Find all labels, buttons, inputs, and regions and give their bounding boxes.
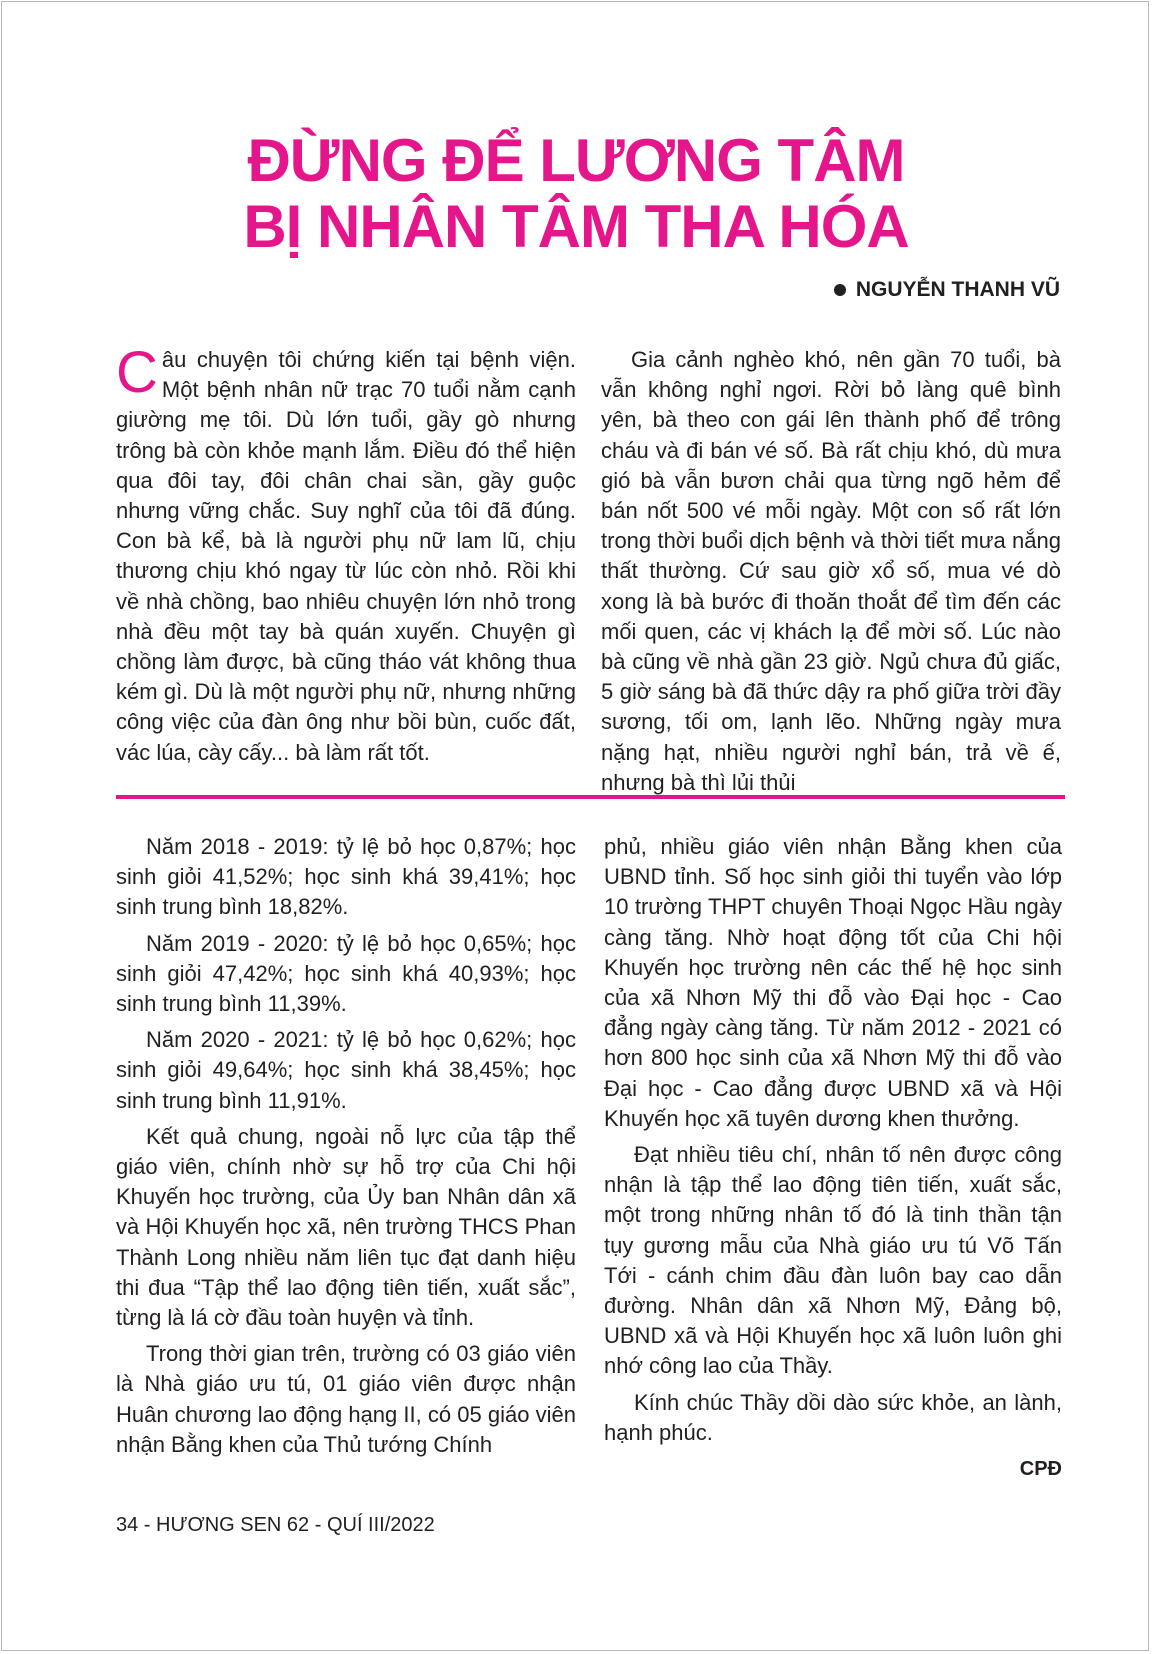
continued-column-left [116,832,576,1466]
intro-column-left [116,340,576,774]
signature: CPĐ [1019,1458,1062,1480]
closing-paragraph: Kính chúc Thầy dồi dào sức khỏe, an lành, hạnh phúc. [604,1389,1062,1445]
article-title-line-1: ĐỪNG ĐỂ LƯƠNG TÂM [247,127,905,194]
stats-paragraph: Năm 2020 - 2021: tỷ lệ bỏ học 0,62%; học sinh giỏi 49,64%; học sinh khá 38,45%; học sinh trung bình 11,91%. [116,1027,576,1113]
intro-text-left: âu chuyện tôi chứng kiến tại bệnh viện. Một bệnh nhân nữ trạc 70 tuổi nằm cạnh giường mẹ tôi. Dù lớn tuổi, gầy gò nhưng trông bà còn khỏe mạnh lắm. Điều đó thể hiện qua đôi tay, đôi chân chai sần, gầy guộc nhưng vững chắc. Suy nghĩ của tôi đã đúng. Con bà kể, bà là người phụ nữ lam lũ, chịu thương chịu khó ngay từ lúc còn nhỏ. Rồi khi về nhà chồng, bao nhiêu chuyện lớn nhỏ trong nhà đều một tay bà quán xuyến. Chuyện gì chồng làm được, bà cũng tháo vát không thua kém gì. Dù là một người phụ nữ, nhưng những công việc của đàn ông như bồi bùn, cuốc đất, vác lúa, cày cấy... bà làm rất tốt. [116,347,576,765]
page-footer: 34 - HƯƠNG SEN 62 - QUÍ III/2022 [116,1514,435,1536]
author-byline [834,278,1060,302]
intro-paragraph-left [116,340,576,768]
stats-paragraph: Năm 2018 - 2019: tỷ lệ bỏ học 0,87%; học sinh giỏi 41,52%; học sinh khá 39,41%; học sinh trung bình 18,82%. [116,834,576,920]
article-title [0,128,1152,260]
continued-column-right [604,832,1062,1454]
article-title-line-2: BỊ NHÂN TÂM THA HÓA [243,193,909,260]
intro-paragraph-right: Gia cảnh nghèo khó, nên gần 70 tuổi, bà vẫn không nghỉ ngơi. Rời bỏ làng quê bình yên, bà theo con gái lên thành phố để trông cháu và đi bán vé số. Bà rất chịu khó, dù mưa gió bà vẫn bươn chải qua từng ngõ hẻm để bán nốt 500 vé mỗi ngày. Một con số rất lớn trong thời buổi dịch bệnh và thời tiết mưa nắng thất thường. Cứ sau giờ xổ số, mua vé dò xong là bà bước đi thoăn thoắt để tìm đến các mối quen, các vị khách lạ để mời số. Lúc nào bà cũng về nhà gần 23 giờ. Ngủ chưa đủ giấc, 5 giờ sáng bà đã thức dậy ra phố giữa trời đầy sương, tối om, lạnh lẽo. Những ngày mưa nặng hạt, nhiều người nghỉ bán, trả về ế, nhưng bà thì lủi thủi [601,347,1061,795]
results-paragraph: Kết quả chung, ngoài nỗ lực của tập thể giáo viên, chính nhờ sự hỗ trợ của Chi hội Khuyến học trường, của Ủy ban Nhân dân xã và Hội Khuyến học xã, nên trường THCS Phan Thành Long nhiều năm liên tục đạt danh hiệu thi đua “Tập thể lao động tiên tiến, xuất sắc”, từng là lá cờ đầu toàn huyện và tỉnh. [116,1123,576,1331]
intro-column-right [601,345,1061,804]
drop-cap: C [116,340,158,405]
teachers-paragraph: Trong thời gian trên, trường có 03 giáo viên là Nhà giáo ưu tú, 01 giáo viên được nhận Huân chương lao động hạng II, có 05 giáo viên nhận Bằng khen của Thủ tướng Chính [116,1341,576,1457]
section-divider [116,795,1065,799]
bullet-icon [834,284,846,296]
continued-paragraph: phủ, nhiều giáo viên nhận Bằng khen của UBND tỉnh. Số học sinh giỏi thi tuyển vào lớp 10 trường THPT chuyên Thoại Ngọc Hầu ngày càng tăng. Nhờ hoạt động tốt của Chi hội Khuyến học trường nên các thế hệ học sinh của xã Nhơn Mỹ thi đỗ vào Đại học - Cao đẳng ngày càng tăng. Từ năm 2012 - 2021 có hơn 800 học sinh của xã Nhơn Mỹ thi đỗ vào Đại học - Cao đẳng được UBND xã và Hội Khuyến học xã tuyên dương khen thưởng. [604,834,1062,1131]
author-name: NGUYỄN THANH VŨ [855,278,1060,301]
stats-paragraph: Năm 2019 - 2020: tỷ lệ bỏ học 0,65%; học sinh giỏi 47,42%; học sinh khá 40,93%; học sinh trung bình 11,39%. [116,930,576,1017]
tribute-paragraph: Đạt nhiều tiêu chí, nhân tố nên được công nhận là tập thể lao động tiên tiến, xuất sắc, một trong những nhân tố đó là tinh thần tận tụy gương mẫu của Nhà giáo ưu tú Võ Tấn Tới - cánh chim đầu đàn luôn bay cao dẫn đường. Nhân dân xã Nhơn Mỹ, Đảng bộ, UBND xã và Hội Khuyến học xã luôn luôn ghi nhớ công lao của Thầy. [604,1142,1062,1379]
